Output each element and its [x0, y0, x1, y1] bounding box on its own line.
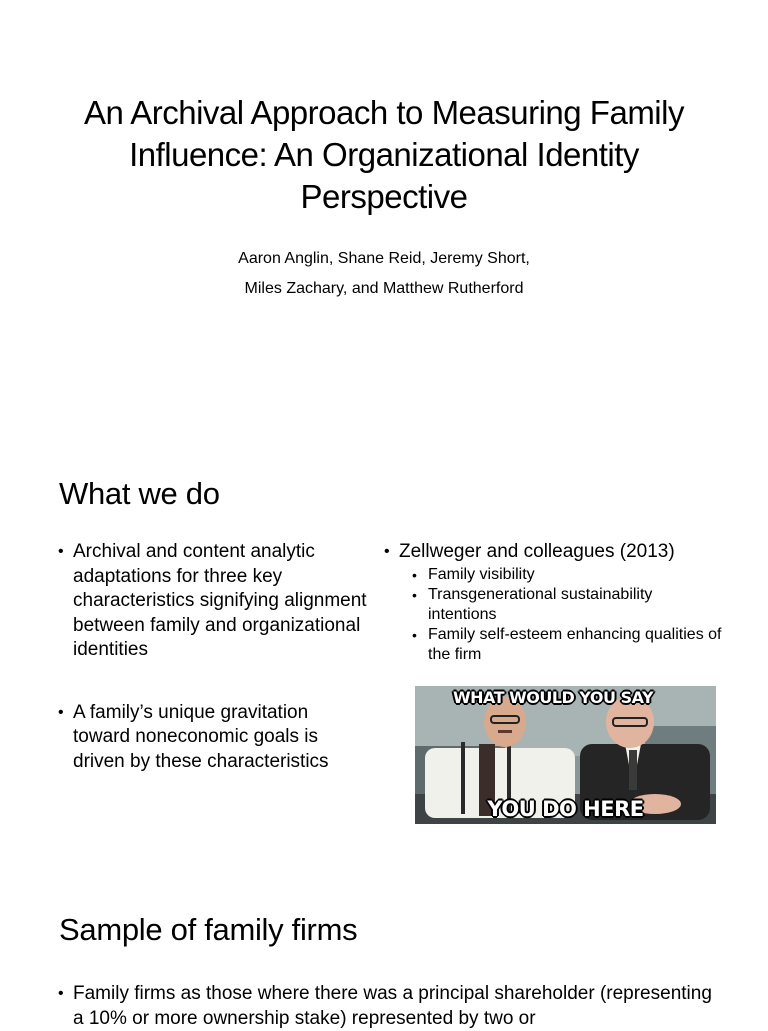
title-slide	[0, 0, 768, 430]
meme-bottom-caption: YOU DO HERE	[487, 797, 644, 821]
authors-line-1: Aaron Anglin, Shane Reid, Jeremy Short,	[238, 250, 530, 267]
sample-slide	[0, 870, 768, 1029]
left-column	[58, 540, 368, 774]
sub-bullet-item: • Family visibility	[412, 565, 724, 585]
what-we-do-slide	[0, 430, 768, 870]
bullet-item: • Archival and content analytic adaptations for three key characteristics signifying alignment between family and organizational identities	[58, 540, 368, 663]
sub-bullet-item: • Transgenerational sustainability intentions	[412, 585, 724, 625]
bullet-item: • Zellweger and colleagues (2013)	[384, 540, 724, 565]
author-list	[60, 244, 708, 304]
slide-title: An Archival Approach to Measuring Family Influence: An Organizational Identity Perspective	[84, 94, 684, 215]
meme-top-caption: WHAT WOULD YOU SAY	[452, 688, 654, 707]
slide-heading: What we do	[59, 476, 220, 511]
right-column	[384, 540, 724, 665]
sub-bullet-item: • Family self-esteem enhancing qualities of the firm	[412, 625, 724, 665]
meme-image	[415, 686, 716, 824]
bullet-item: • Family firms as those where there was a principal shareholder (representing a 10% or more ownership stake) represented by two or	[58, 982, 718, 1031]
slide-heading: Sample of family firms	[59, 912, 358, 947]
authors-line-2: Miles Zachary, and Matthew Rutherford	[244, 280, 524, 297]
bullet-item: • A family’s unique gravitation toward noneconomic goals is driven by these characteristics	[58, 701, 368, 775]
